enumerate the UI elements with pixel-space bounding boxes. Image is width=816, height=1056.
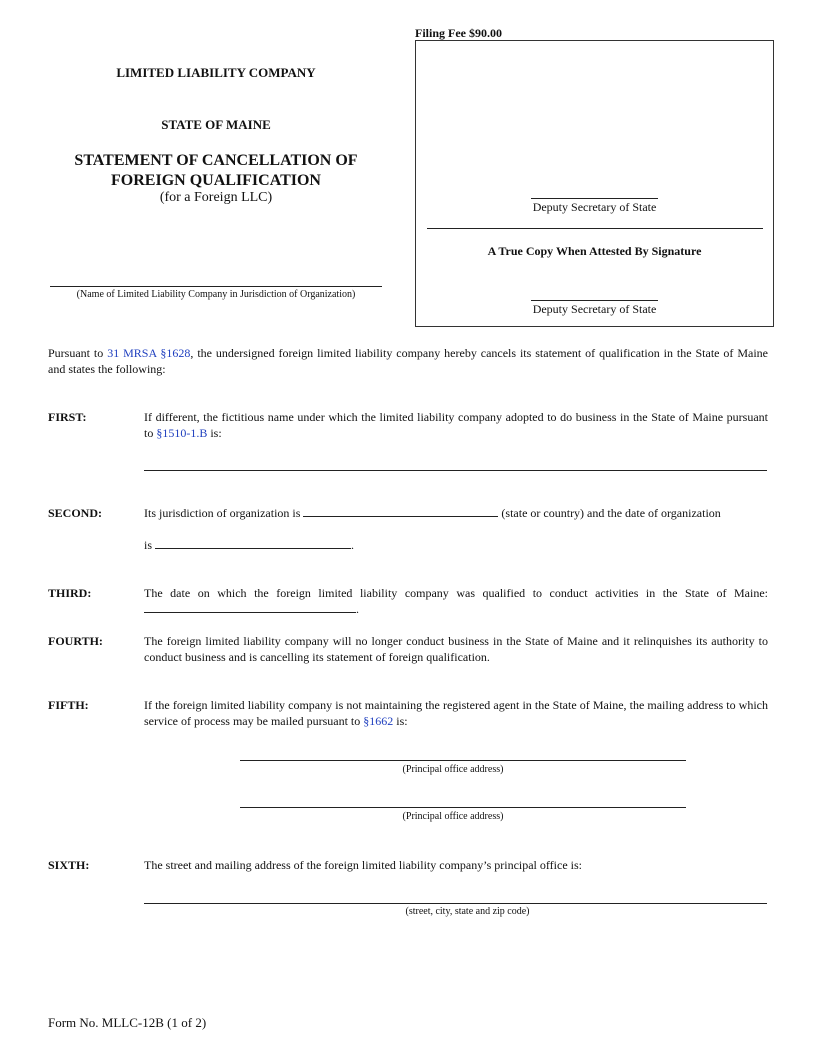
second-text-b: (state or country) and the date of organization [501, 506, 721, 520]
fifth-text [144, 697, 768, 729]
first-text-body: If different, the fictitious name under which the limited liability company adopted to do business in the State of Maine pursuant to [144, 410, 768, 440]
principal-office-caption-1: (Principal office address) [402, 764, 504, 775]
fourth-text: The foreign limited liability company will no longer conduct business in the State of Maine and it relinquishes its authority to conduct business and is cancelling its statement of foreign qualification. [144, 634, 768, 664]
sixth-label: SIXTH: [48, 858, 90, 872]
fictitious-name-line[interactable] [144, 470, 767, 471]
state-heading: STATE OF MAINE [161, 117, 271, 132]
title-line-2: FOREIGN QUALIFICATION [111, 172, 321, 189]
statute-link-1662[interactable]: §1662 [363, 714, 394, 728]
fifth-text-suffix: is: [393, 714, 408, 728]
principal-office-line-2[interactable] [240, 807, 686, 808]
statute-link-1628[interactable]: 31 MRSA §1628 [107, 346, 191, 360]
filing-fee: Filing Fee $90.00 [415, 26, 502, 40]
second-line-2 [144, 537, 768, 553]
signature-label-2: Deputy Secretary of State [532, 302, 657, 316]
third-text [144, 585, 768, 617]
true-copy-statement: A True Copy When Attested By Signature [487, 244, 702, 258]
principal-office-caption-2: (Principal office address) [402, 811, 504, 822]
third-text-b: . [356, 602, 359, 616]
second-line-1 [144, 505, 768, 521]
box-divider [427, 228, 763, 229]
company-name-line[interactable] [50, 286, 382, 287]
sixth-text: The street and mailing address of the foreign limited liability company’s principal office is: [144, 858, 582, 872]
intro-paragraph [48, 345, 768, 377]
signature-label-1: Deputy Secretary of State [532, 200, 657, 214]
jurisdiction-field[interactable] [303, 506, 498, 517]
company-name-caption: (Name of Limited Liability Company in Jurisdiction of Organization) [76, 289, 356, 300]
fifth-text-body: If the foreign limited liability company is not maintaining the registered agent in the State of Maine, the mailing address to which service of process may be mailed pursuant to [144, 698, 768, 728]
page-subtitle: (for a Foreign LLC) [159, 190, 273, 205]
second-text-d: . [351, 538, 355, 552]
principal-office-line-1[interactable] [240, 760, 686, 761]
fourth-label: FOURTH: [48, 634, 103, 648]
signature-line-1 [531, 198, 658, 199]
organization-date-field[interactable] [155, 538, 351, 549]
intro-prefix: Pursuant to [48, 346, 108, 360]
street-address-line[interactable] [144, 903, 767, 904]
second-label: SECOND: [48, 506, 103, 520]
company-type-heading: LIMITED LIABILITY COMPANY [116, 65, 316, 80]
street-address-caption: (street, city, state and zip code) [405, 906, 530, 917]
third-text-a: The date on which the foreign limited liability company was qualified to conduct activities in the State of Maine: [144, 586, 768, 600]
signature-line-2 [531, 300, 658, 301]
first-label: FIRST: [48, 410, 87, 424]
third-label: THIRD: [48, 586, 92, 600]
second-text-c: is [144, 538, 153, 552]
first-text-suffix: is: [207, 426, 222, 440]
first-text [144, 409, 768, 441]
page-title [48, 151, 384, 191]
qualification-date-field[interactable] [144, 602, 356, 613]
second-text-a: Its jurisdiction of organization is [144, 506, 301, 520]
statute-link-1510[interactable]: §1510-1.B [156, 426, 208, 440]
title-line-1: STATEMENT OF CANCELLATION OF [74, 152, 358, 169]
form-number: Form No. MLLC-12B (1 of 2) [48, 1015, 207, 1030]
fifth-label: FIFTH: [48, 698, 89, 712]
intro-rest: , the undersigned foreign limited liability company hereby cancels its statement of qualification in the State of Maine and states the following: [48, 346, 768, 376]
filing-box [415, 40, 774, 327]
